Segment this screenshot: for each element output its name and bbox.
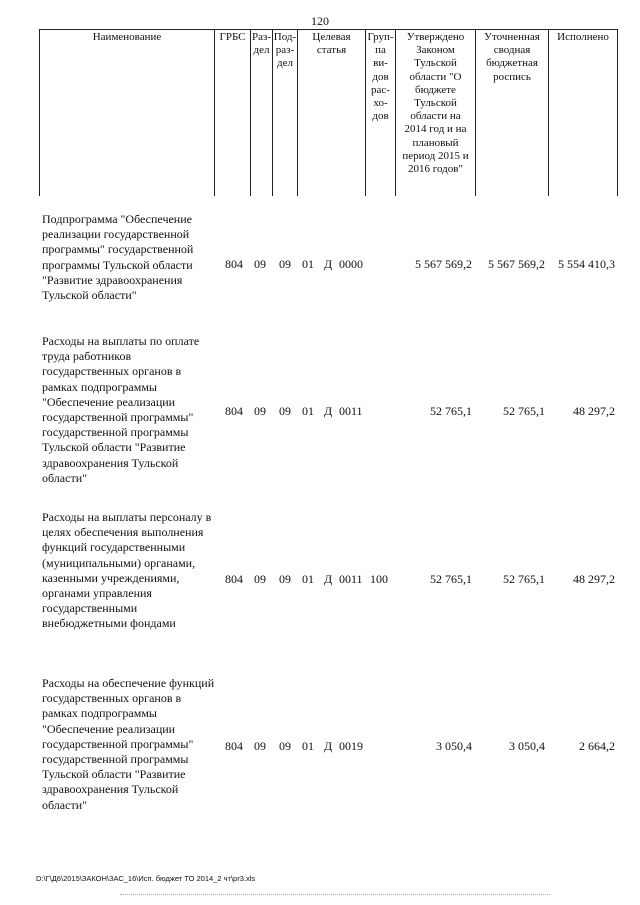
header-podrazdel: Под- раз- дел [273, 30, 298, 196]
row-podrazdel: 09 [279, 404, 291, 418]
row-grbs: 804 [225, 739, 243, 753]
row-utochnennaya: 52 765,1 [503, 572, 545, 586]
table-header [39, 29, 618, 196]
row-name: Подпрограмма "Обеспечение реализации государственной программы" государственной программы Тульской области "Развитие здравоохранения Тульской области" [42, 212, 194, 303]
header-celevaya: Целевая статья [298, 30, 366, 196]
file-path-footer: D:\Г\Д6\2015\ЗАКОН\ЗАС_16\Исп. бюджет ТО 2014_2 чт\pr3.xls [36, 874, 256, 883]
row-ispolneno: 48 297,2 [573, 404, 615, 418]
row-vr: 100 [370, 572, 388, 586]
row-grbs: 804 [225, 257, 243, 271]
row-utochnennaya: 3 050,4 [509, 739, 545, 753]
row-cs2: Д [324, 257, 333, 271]
header-name: Наименование [40, 30, 215, 196]
row-cs1: 01 [302, 257, 314, 271]
row-razdel: 09 [254, 572, 266, 586]
row-cs3: 0011 [339, 404, 363, 418]
row-cs1: 01 [302, 404, 314, 418]
row-cs2: Д [324, 572, 333, 586]
row-cs1: 01 [302, 739, 314, 753]
header-ispolneno: Исполнено [557, 31, 609, 43]
row-utochnennaya: 52 765,1 [503, 404, 545, 418]
row-cs1: 01 [302, 572, 314, 586]
row-ispolneno: 2 664,2 [579, 739, 615, 753]
row-grbs: 804 [225, 404, 243, 418]
row-cs3: 0000 [339, 257, 363, 271]
row-name: Расходы на выплаты по оплате труда работников государственных органов в рамках подпрограммы "Обеспечение реализации государственной программы" государственной программы Тульской области "Развитие здравоохранения Тульской области" [42, 334, 200, 485]
row-razdel: 09 [254, 404, 266, 418]
row-name: Расходы на обеспечение функций государственных органов в рамках подпрограммы "Обеспечение реализации государственной программы" государственной программы Тульской области "Развитие здравоохранения Тульской области" [42, 676, 215, 812]
row-podrazdel: 09 [279, 257, 291, 271]
header-utochnennaya: Уточненная сводная бюджетная роспись [476, 30, 549, 196]
row-razdel: 09 [254, 257, 266, 271]
row-cs2: Д [324, 739, 333, 753]
row-razdel: 09 [254, 739, 266, 753]
header-grbs: ГРБС [215, 30, 251, 196]
row-utochnennaya: 5 567 569,2 [488, 257, 545, 271]
page-number: 120 [311, 14, 329, 28]
row-podrazdel: 09 [279, 572, 291, 586]
row-ispolneno: 5 554 410,3 [558, 257, 615, 271]
header-razdel: Раз- дел [251, 30, 273, 196]
row-cs3: 0011 [339, 572, 363, 586]
footer-divider [120, 894, 550, 895]
row-utverzhdeno: 52 765,1 [430, 572, 472, 586]
row-name: Расходы на выплаты персоналу в целях обеспечения выполнения функций государственными (муниципальными) органами, казенными учреждениями, органами управления государственными внебюджетными фондами [42, 510, 212, 631]
row-cs3: 0019 [339, 739, 363, 753]
header-utverzhdeno: Утверждено Законом Тульской области "О бюджете Тульской области на 2014 год и на плановый период 2015 и 2016 годов" [396, 30, 476, 196]
row-ispolneno: 48 297,2 [573, 572, 615, 586]
row-grbs: 804 [225, 572, 243, 586]
row-podrazdel: 09 [279, 739, 291, 753]
row-utverzhdeno: 52 765,1 [430, 404, 472, 418]
row-cs2: Д [324, 404, 333, 418]
header-gruppa: Груп- па ви- дов рас- хо- дов [366, 30, 396, 196]
row-utverzhdeno: 5 567 569,2 [415, 257, 472, 271]
row-utverzhdeno: 3 050,4 [436, 739, 472, 753]
